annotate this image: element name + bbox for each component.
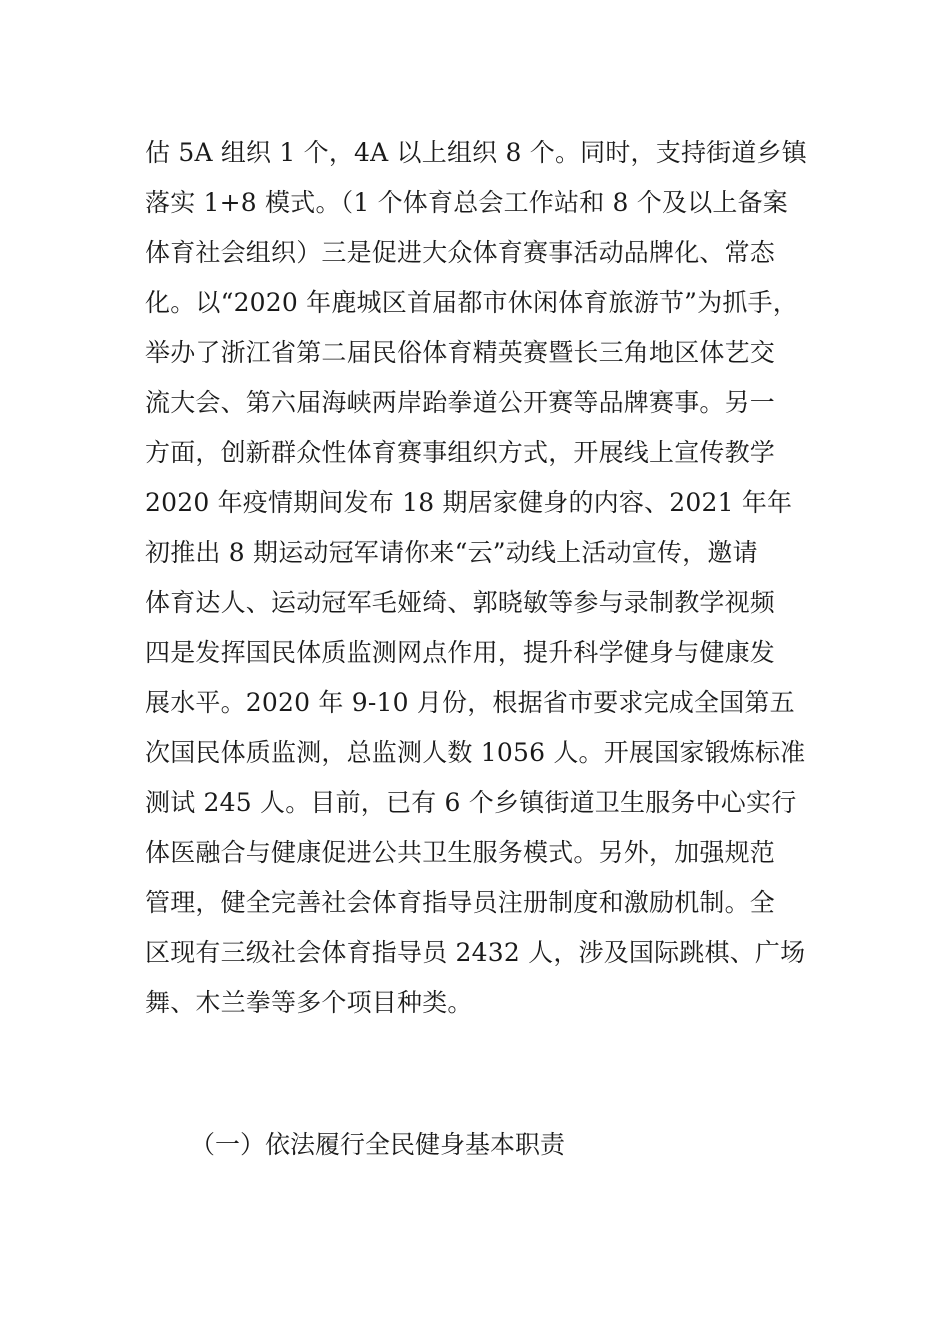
paragraph-line: 估 5A 组织 1 个，4A 以上组织 8 个。同时，支持街道乡镇 — [145, 138, 807, 167]
paragraph-line: 管理，健全完善社会体育指导员注册制度和激励机制。全 — [145, 888, 776, 917]
paragraph-line: 体医融合与健康促进公共卫生服务模式。另外，加强规范 — [145, 838, 776, 867]
paragraph-line: 舞、木兰拳等多个项目种类。 — [145, 988, 473, 1017]
paragraph-line: 初推出 8 期运动冠军请你来“云”动线上活动宣传，邀请 — [145, 538, 758, 567]
body-paragraph — [145, 128, 835, 1028]
paragraph-line: 2020 年疫情期间发布 18 期居家健身的内容、2021 年年 — [145, 488, 793, 517]
paragraph-line: 方面，创新群众性体育赛事组织方式，开展线上宣传教学 — [145, 438, 776, 467]
paragraph-line: 次国民体质监测，总监测人数 1056 人。开展国家锻炼标准 — [145, 738, 806, 767]
paragraph-line: 举办了浙江省第二届民俗体育精英赛暨长三角地区体艺交 — [145, 338, 776, 367]
paragraph-line: 四是发挥国民体质监测网点作用，提升科学健身与健康发 — [145, 638, 776, 667]
paragraph-line: 展水平。2020 年 9-10 月份，根据省市要求完成全国第五 — [145, 688, 795, 717]
paragraph-line: 流大会、第六届海峡两岸跆拳道公开赛等品牌赛事。另一 — [145, 388, 776, 417]
section-heading: （一）依法履行全民健身基本职责 — [190, 1130, 566, 1159]
paragraph-line: 区现有三级社会体育指导员 2432 人，涉及国际跳棋、广场 — [145, 938, 806, 967]
paragraph-line: 测试 245 人。目前，已有 6 个乡镇街道卫生服务中心实行 — [145, 788, 797, 817]
paragraph-line: 化。以“2020 年鹿城区首届都市休闲体育旅游节”为抓手， — [145, 288, 798, 317]
paragraph-line: 落实 1+8 模式。（1 个体育总会工作站和 8 个及以上备案 — [145, 188, 789, 217]
paragraph-line: 体育达人、运动冠军毛娅绮、郭晓敏等参与录制教学视频 — [145, 588, 776, 617]
paragraph-line: 体育社会组织）三是促进大众体育赛事活动品牌化、常态 — [145, 238, 776, 267]
